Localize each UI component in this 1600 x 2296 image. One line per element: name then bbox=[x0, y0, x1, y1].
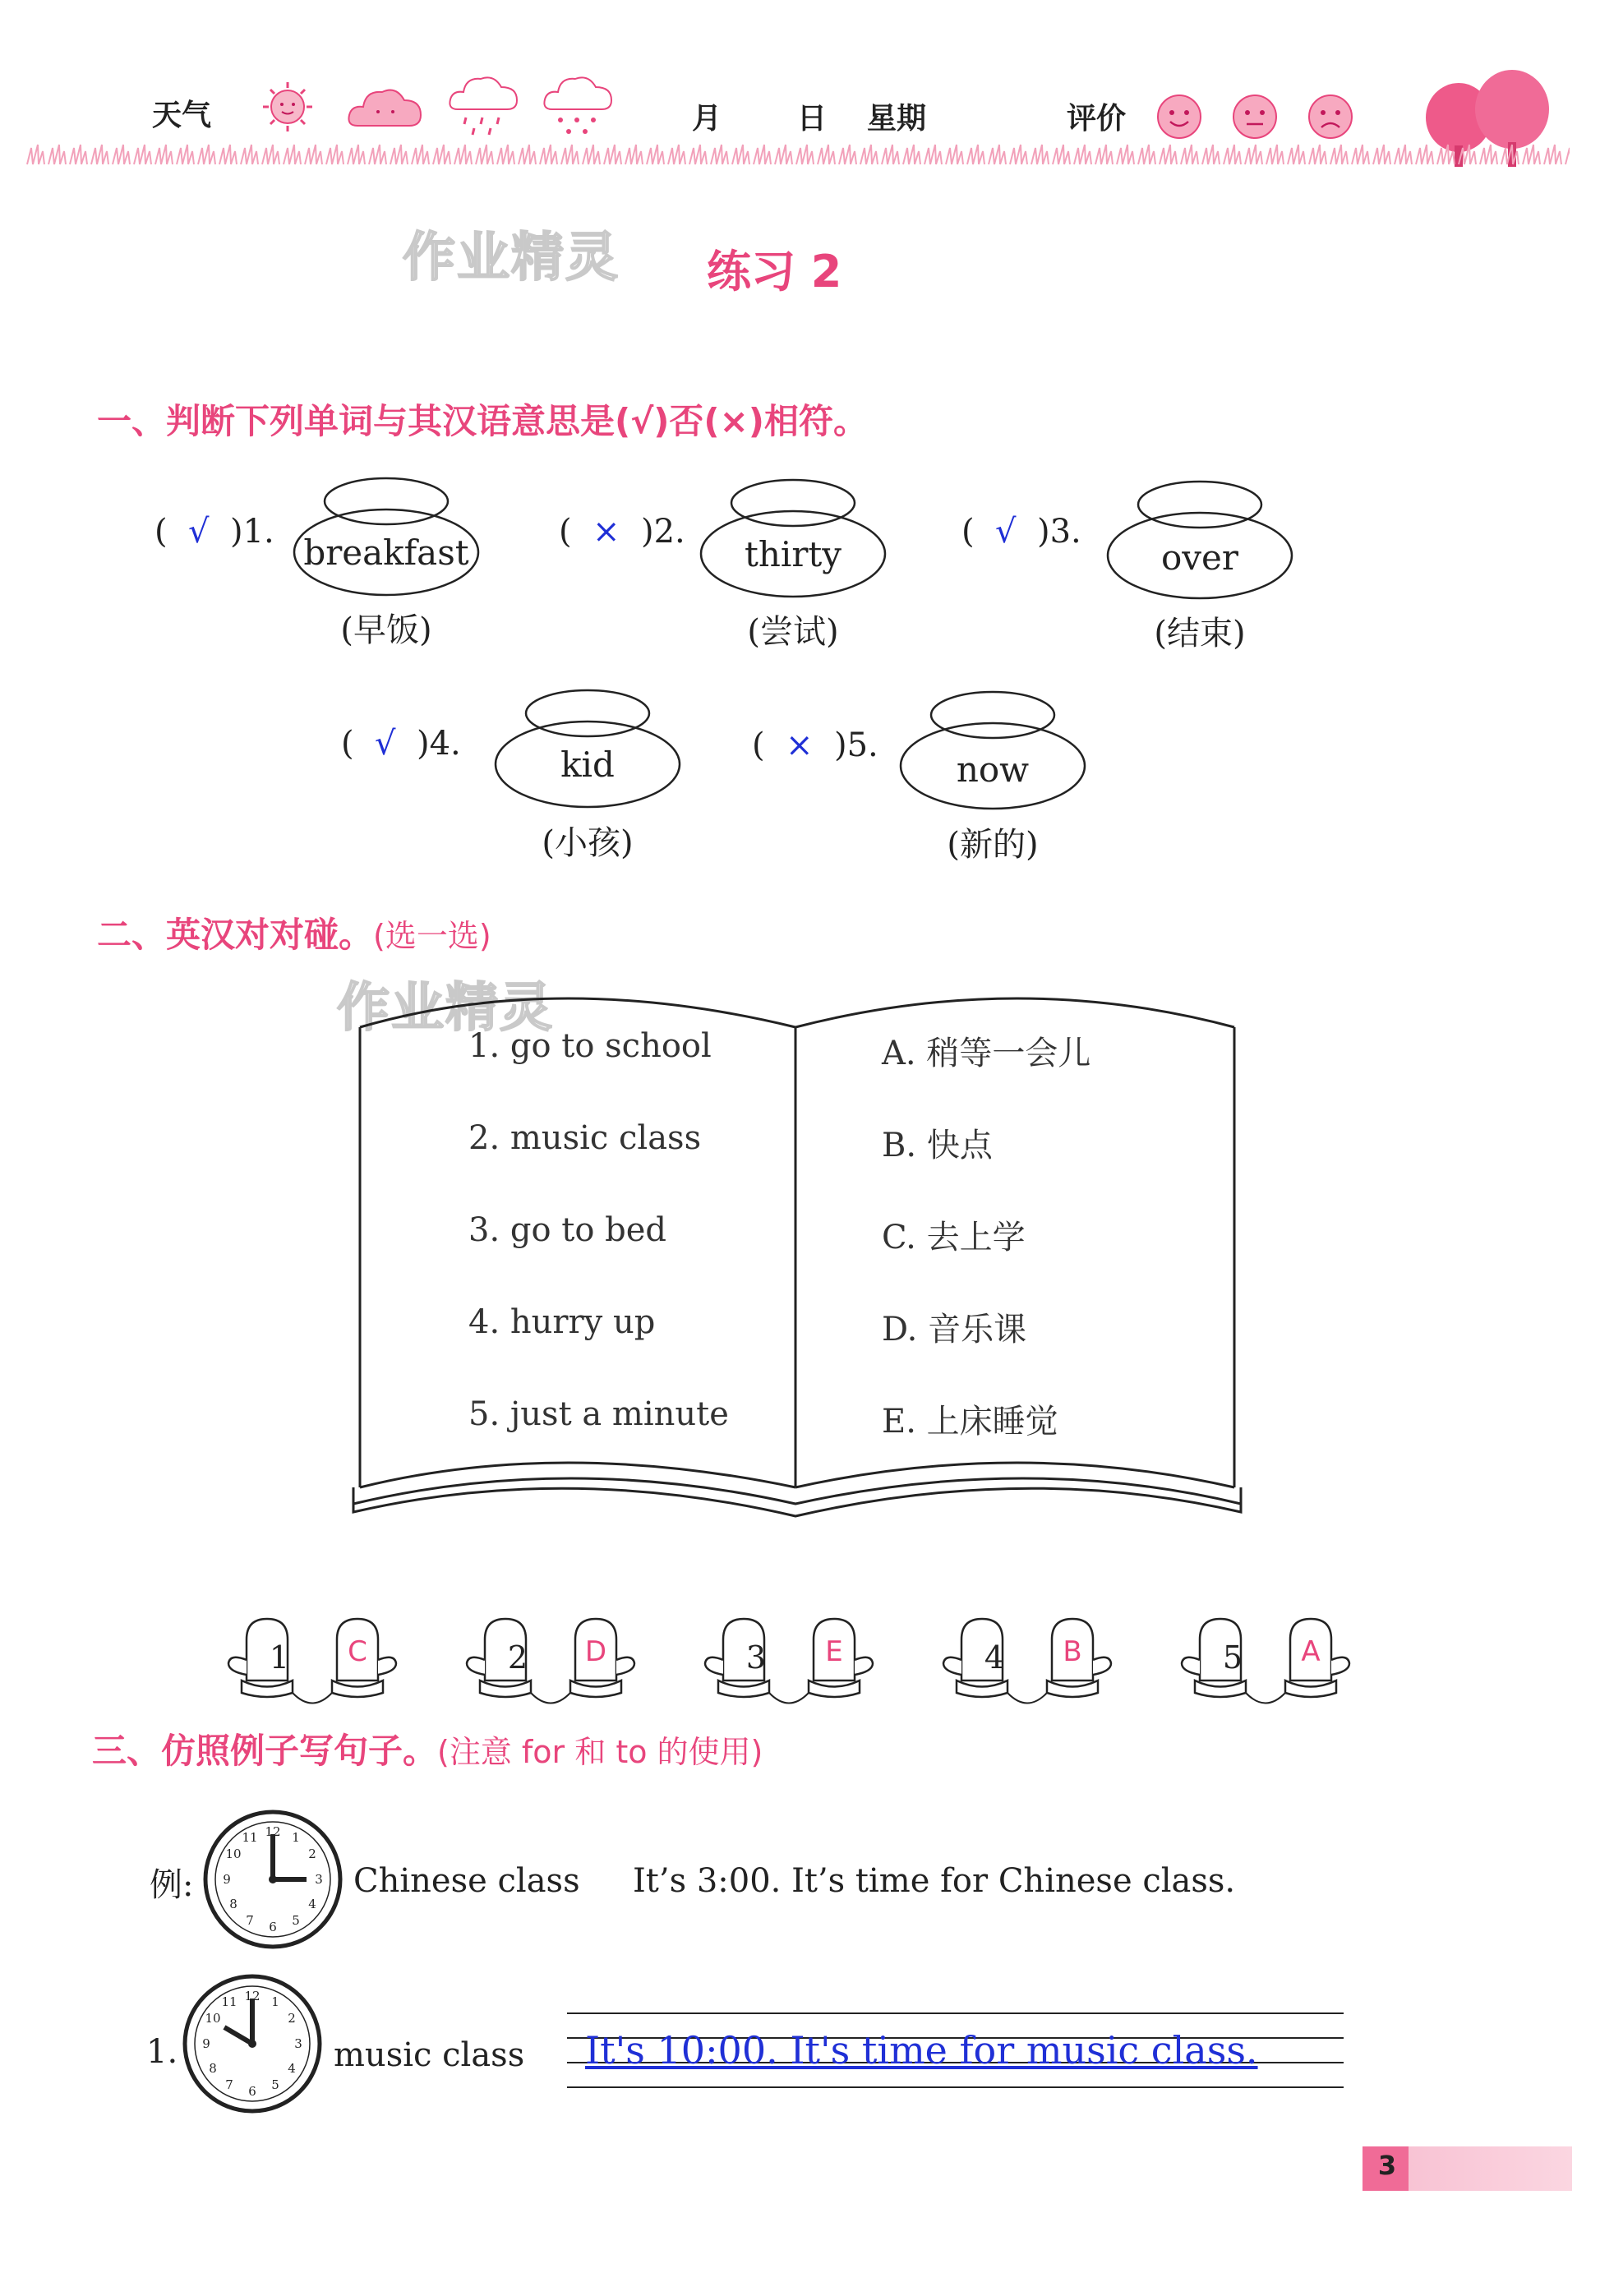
right-item-c: C. 去上学 bbox=[882, 1219, 1026, 1256]
section1-heading: 一、判断下列单词与其汉语意思是(√)否(×)相符。 bbox=[97, 401, 868, 441]
item1-answer-box[interactable]: ( √ )1. bbox=[154, 513, 274, 551]
item1-mark: √ bbox=[188, 513, 210, 551]
mitten-answer-1[interactable]: C bbox=[348, 1635, 367, 1668]
svg-text:9: 9 bbox=[223, 1872, 231, 1887]
item2-number: 2. bbox=[653, 513, 685, 551]
item3-meaning: (结束) bbox=[1154, 615, 1246, 652]
svg-text:8: 8 bbox=[229, 1897, 237, 1911]
left-item-2: 2. music class bbox=[468, 1119, 702, 1157]
svg-text:3: 3 bbox=[294, 2036, 302, 2051]
svg-text:5: 5 bbox=[271, 2077, 279, 2092]
item4-mark: √ bbox=[375, 725, 396, 763]
day-label: 日 bbox=[797, 102, 828, 136]
watermark-middle: 作业精灵 bbox=[337, 978, 554, 1039]
page-number: 3 bbox=[1377, 2150, 1397, 2181]
item5-mark: × bbox=[786, 726, 814, 764]
item2-word: thirty bbox=[744, 534, 842, 574]
item4-word: kid bbox=[560, 745, 615, 785]
svg-text:11: 11 bbox=[221, 1994, 237, 2009]
svg-text:10: 10 bbox=[205, 2011, 221, 2026]
item2-meaning: (尝试) bbox=[747, 613, 839, 651]
svg-text:1: 1 bbox=[292, 1830, 300, 1845]
item3-mark: √ bbox=[995, 513, 1017, 551]
svg-text:4: 4 bbox=[308, 1897, 316, 1911]
svg-text:10: 10 bbox=[225, 1846, 242, 1861]
mitten-answer-3[interactable]: E bbox=[825, 1635, 843, 1668]
item1-number: 1. bbox=[242, 513, 274, 551]
item1-meaning: (早饭) bbox=[340, 611, 432, 649]
svg-text:6: 6 bbox=[269, 1920, 277, 1934]
item3-number: 3. bbox=[1049, 513, 1081, 551]
svg-text:11: 11 bbox=[242, 1830, 258, 1845]
mitten-number-2: 2 bbox=[507, 1639, 528, 1676]
svg-text:6: 6 bbox=[248, 2084, 256, 2099]
example-subject: Chinese class bbox=[353, 1862, 580, 1900]
svg-text:5: 5 bbox=[292, 1913, 300, 1928]
mitten-number-4: 4 bbox=[984, 1639, 1005, 1676]
svg-text:12: 12 bbox=[244, 1989, 261, 2003]
clock-icon-q1 bbox=[181, 1972, 325, 2116]
month-label: 月 bbox=[692, 102, 722, 136]
mitten-answer-4[interactable]: B bbox=[1063, 1635, 1082, 1668]
item5-word: now bbox=[956, 749, 1030, 790]
svg-text:7: 7 bbox=[225, 2077, 233, 2092]
section2-heading: 二、英汉对对碰。(选一选) bbox=[97, 915, 491, 955]
clock-icon-example bbox=[201, 1808, 345, 1952]
item2-answer-box[interactable]: ( × )2. bbox=[559, 513, 685, 551]
watermark-top: 作业精灵 bbox=[403, 228, 620, 288]
svg-text:2: 2 bbox=[308, 1846, 316, 1861]
mitten-number-1: 1 bbox=[269, 1639, 290, 1676]
mitten-answer-2[interactable]: D bbox=[584, 1635, 607, 1668]
q1-number: 1. bbox=[146, 2033, 178, 2071]
rating-label: 评价 bbox=[1067, 102, 1127, 136]
svg-text:8: 8 bbox=[209, 2061, 217, 2076]
left-item-4: 4. hurry up bbox=[468, 1303, 656, 1341]
item5-number: 5. bbox=[846, 726, 878, 764]
svg-text:12: 12 bbox=[265, 1824, 281, 1839]
left-item-3: 3. go to bed bbox=[468, 1211, 667, 1249]
svg-text:7: 7 bbox=[246, 1913, 254, 1928]
right-item-b: B. 快点 bbox=[882, 1127, 993, 1164]
mittens-row bbox=[222, 1611, 1372, 1717]
mitten-answer-5[interactable]: A bbox=[1301, 1635, 1321, 1668]
right-item-d: D. 音乐课 bbox=[882, 1311, 1027, 1349]
right-item-e: E. 上床睡觉 bbox=[882, 1403, 1058, 1441]
item5-answer-box[interactable]: ( × )5. bbox=[752, 726, 878, 764]
left-item-1: 1. go to school bbox=[468, 1027, 712, 1065]
mitten-number-3: 3 bbox=[745, 1639, 767, 1676]
example-sentence: It’s 3:00. It’s time for Chinese class. bbox=[633, 1862, 1236, 1900]
item4-answer-box[interactable]: ( √ )4. bbox=[341, 725, 461, 763]
item3-answer-box[interactable]: ( √ )3. bbox=[961, 513, 1081, 551]
item2-mark: × bbox=[593, 513, 620, 551]
svg-text:3: 3 bbox=[315, 1872, 323, 1887]
svg-text:1: 1 bbox=[271, 1994, 279, 2009]
jar-shapes bbox=[0, 0, 1600, 904]
mitten-number-5: 5 bbox=[1222, 1639, 1243, 1676]
svg-text:2: 2 bbox=[288, 2011, 296, 2026]
example-label: 例: bbox=[150, 1866, 194, 1904]
item1-word: breakfast bbox=[303, 533, 469, 573]
q1-subject: music class bbox=[334, 2036, 525, 2074]
item3-word: over bbox=[1161, 537, 1238, 578]
page-title: 练习 2 bbox=[707, 246, 842, 297]
item5-meaning: (新的) bbox=[947, 826, 1039, 864]
svg-text:4: 4 bbox=[288, 2061, 296, 2076]
item4-meaning: (小孩) bbox=[542, 824, 634, 862]
right-item-a: A. 稍等一会儿 bbox=[882, 1035, 1091, 1072]
weekday-label: 星期 bbox=[867, 102, 927, 136]
q1-answer-field[interactable]: It's 10:00. It's time for music class. bbox=[585, 2028, 1258, 2072]
item4-number: 4. bbox=[429, 725, 461, 763]
left-item-5: 5. just a minute bbox=[468, 1395, 729, 1433]
section3-heading: 三、仿照例子写句子。(注意 for 和 to 的使用) bbox=[92, 1731, 763, 1771]
weather-label: 天气 bbox=[152, 99, 212, 132]
svg-text:9: 9 bbox=[202, 2036, 210, 2051]
